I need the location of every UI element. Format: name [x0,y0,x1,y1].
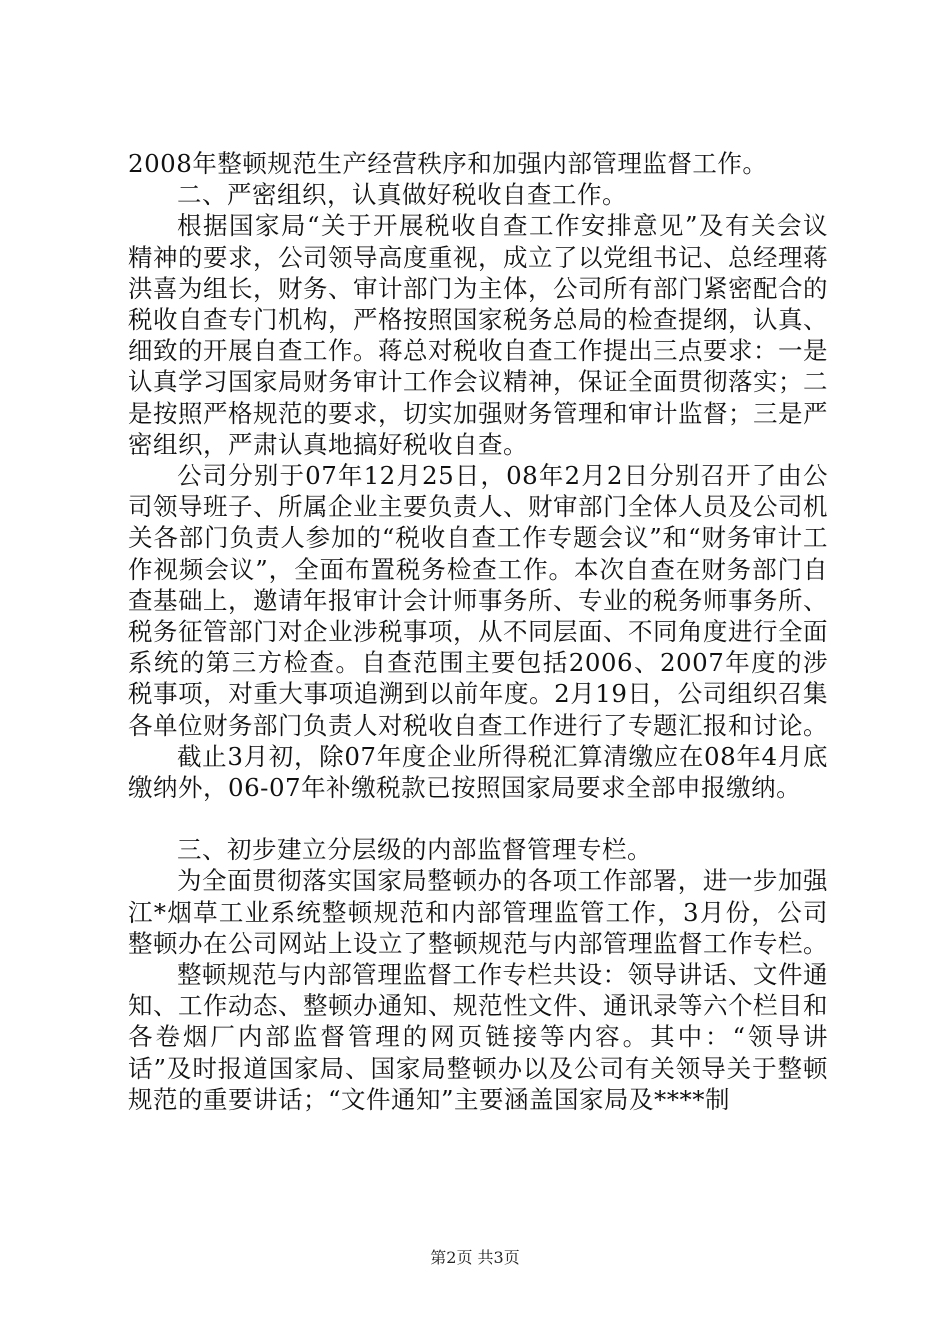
paragraph-column-contents: 整顿规范与内部管理监督工作专栏共设：领导讲话、文件通知、工作动态、整顿办通知、规范性文件、通讯录等六个栏目和各卷烟厂内部监督管理的网页链接等内容。其中：“领导讲话”及时报道国家局、国家局整顿办以及公司有关领导关于整顿规范的重要讲话；“文件通知”主要涵盖国家局及****制 [128,960,828,1114]
section-heading-3: 三、初步建立分层级的内部监督管理专栏。 [177,835,652,865]
section-heading-2: 二、严密组织，认真做好税收自查工作。 [177,180,627,210]
paragraph-column-setup: 为全面贯彻落实国家局整顿办的各项工作部署，进一步加强江*烟草工业系统整顿规范和内部管理监管工作，3月份，公司整顿办在公司网站上设立了整顿规范与内部管理监督工作专栏。 [128,866,828,958]
paragraph-meetings: 公司分别于07年12月25日，08年2月2日分别召开了由公司领导班子、所属企业主要负责人、财审部门全体人员及公司机关各部门负责人参加的“税收自查工作专题会议”和“财务审计工作视频会议”，全面布置税务检查工作。本次自查在财务部门自查基础上，邀请年报审计会计师事务所、专业的税务师事务所、税务征管部门对企业涉税事项，从不同层面、不同角度进行全面系统的第三方检查。自查范围主要包括2006、2007年度的涉税事项，对重大事项追溯到以前年度。2月19日，公司组织召集各单位财务部门负责人对税收自查工作进行了专题汇报和讨论。 [128,461,828,740]
page-number-footer: 第2页 共3页 [430,1248,520,1267]
paragraph-tax-self-check: 根据国家局“关于开展税收自查工作安排意见”及有关会议精神的要求，公司领导高度重视，成立了以党组书记、总经理蒋洪喜为组长，财务、审计部门为主体，公司所有部门紧密配合的税收自查专门机构，严格按照国家税务总局的检查提纲，认真、细致的开展自查工作。蒋总对税收自查工作提出三点要求：一是认真学习国家局财务审计工作会议精神，保证全面贯彻落实；二是按照严格规范的要求，切实加强财务管理和审计监督；三是严密组织，严肃认真地搞好税收自查。 [128,211,828,459]
paragraph-continuation: 2008年整顿规范生产经营秩序和加强内部管理监督工作。 [128,149,768,178]
document-body [128,148,828,1115]
paragraph-tax-payment: 截止3月初，除07年度企业所得税汇算清缴应在08年4月底缴纳外，06-07年补缴税款已按照国家局要求全部申报缴纳。 [128,741,828,803]
